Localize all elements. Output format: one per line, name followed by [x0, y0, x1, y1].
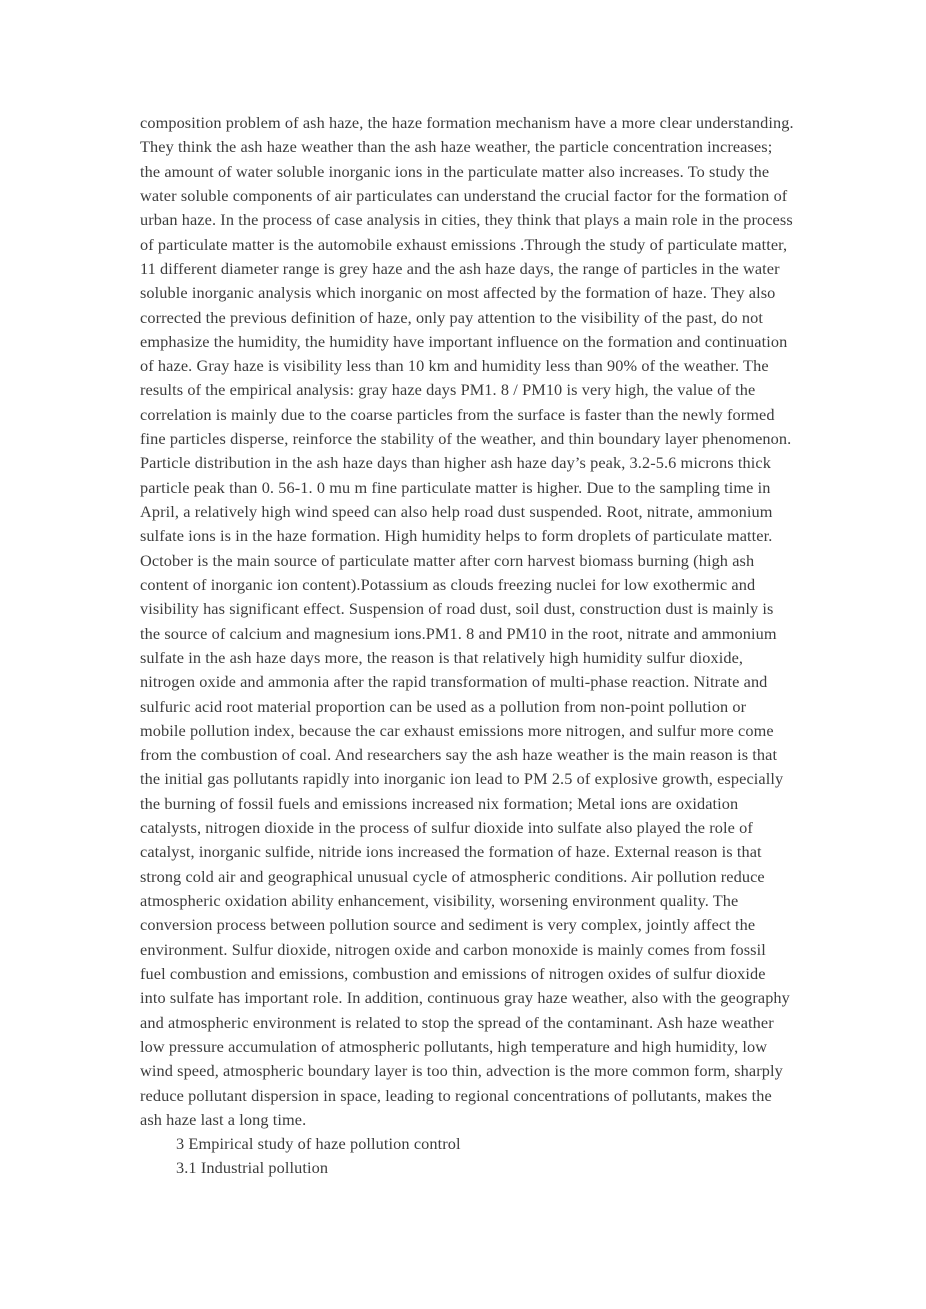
paragraph-text-line: emphasize the humidity, the humidity have important influence on the formation and continuation [140, 331, 788, 351]
paragraph-text-line: visibility has significant effect. Suspension of road dust, soil dust, construction dust is mainly is [140, 599, 774, 619]
paragraph-text-line: content of inorganic ion content).Potassium as clouds freezing nuclei for low exothermic and [140, 574, 756, 594]
paragraph-text-line: soluble inorganic analysis which inorganic on most affected by the formation of haze. They also [140, 283, 776, 303]
paragraph-text-line: sulfate in the ash haze days more, the reason is that relatively high humidity sulfur dioxide, [140, 647, 744, 667]
paragraph-text-line: the source of calcium and magnesium ions.PM1. 8 and PM10 in the root, nitrate and ammonium [140, 623, 777, 643]
paragraph-text-line: into sulfate has important role. In addition, continuous gray haze weather, also with the geography [140, 988, 790, 1008]
paragraph-text-line: ash haze last a long time. [140, 1109, 307, 1129]
paragraph-text-line: sulfate ions is in the haze formation. High humidity helps to form droplets of particulate matter. [140, 526, 773, 546]
paragraph-text-line: and atmospheric environment is related to stop the spread of the contaminant. Ash haze weather [140, 1012, 774, 1032]
section-heading: 3 Empirical study of haze pollution control [176, 1134, 461, 1154]
paragraph-text-line: nitrogen oxide and ammonia after the rapid transformation of multi-phase reaction. Nitrate and [140, 672, 768, 692]
paragraph-text-line: sulfuric acid root material proportion can be used as a pollution from non-point pollution or [140, 696, 747, 716]
paragraph-text-line: of haze. Gray haze is visibility less than 10 km and humidity less than 90% of the weather. The [140, 356, 769, 376]
paragraph-haze-mechanism [140, 111, 800, 1132]
paragraph-text-line: catalysts, nitrogen dioxide in the process of sulfur dioxide into sulfate also played the role of [140, 818, 753, 838]
paragraph-text-line: reduce pollutant dispersion in space, leading to regional concentrations of pollutants, makes the [140, 1085, 772, 1105]
paragraph-text-line: composition problem of ash haze, the haze formation mechanism have a more clear understanding. [140, 113, 794, 132]
paragraph-text-line: mobile pollution index, because the car exhaust emissions more nitrogen, and sulfur more come [140, 720, 774, 740]
paragraph-text-line: They think the ash haze weather than the ash haze weather, the particle concentration increases; [140, 137, 773, 157]
paragraph-text-line: atmospheric oxidation ability enhancement, visibility, worsening environment quality. The [140, 891, 739, 910]
paragraph-text-line: urban haze. In the process of case analysis in cities, they think that plays a main role in the process [140, 210, 793, 230]
paragraph-text-line: fuel combustion and emissions, combustion and emissions of nitrogen oxides of sulfur dioxide [140, 963, 766, 983]
paragraph-text-line: October is the main source of particulate matter after corn harvest biomass burning (high ash [140, 550, 755, 570]
paragraph-text-line: conversion process between pollution source and sediment is very complex, jointly affect the [140, 915, 756, 935]
section-heading: 3.1 Industrial pollution [176, 1158, 329, 1178]
paragraph-text-line: environment. Sulfur dioxide, nitrogen oxide and carbon monoxide is mainly comes from fossil [140, 939, 766, 959]
body-text [140, 111, 800, 1181]
paragraph-text-line: low pressure accumulation of atmospheric pollutants, high temperature and high humidity, low [140, 1036, 768, 1056]
paragraph-text-line: corrected the previous definition of haze, only pay attention to the visibility of the past, do not [140, 307, 764, 327]
paragraph-text-line: Particle distribution in the ash haze days than higher ash haze day’s peak, 3.2-5.6 microns thick [140, 453, 771, 473]
paragraph-text-line: the burning of fossil fuels and emissions increased nix formation; Metal ions are oxidation [140, 793, 739, 813]
paragraph-text-line: from the combustion of coal. And researchers say the ash haze weather is the main reason is that [140, 745, 778, 765]
paragraph-text-line: strong cold air and geographical unusual cycle of atmospheric conditions. Air pollution reduce [140, 866, 765, 886]
paragraph-text-line: correlation is mainly due to the coarse particles from the surface is faster than the newly formed [140, 404, 775, 424]
paragraph-text-line: wind speed, atmospheric boundary layer is too thin, advection is the more common form, sharply [140, 1061, 783, 1081]
paragraph-text-line: April, a relatively high wind speed can also help road dust suspended. Root, nitrate, ammonium [140, 502, 773, 521]
paragraph-text-line: results of the empirical analysis: gray haze days PM1. 8 / PM10 is very high, the value of the [140, 380, 756, 400]
paragraph-text-line: catalyst, inorganic sulfide, nitride ions increased the formation of haze. External reason is that [140, 842, 762, 862]
paragraph-text-line: water soluble components of air particulates can understand the crucial factor for the formation of [140, 185, 788, 205]
paragraph-text-line: the amount of water soluble inorganic ions in the particulate matter also increases. To study the [140, 161, 770, 181]
paragraph-text-line: fine particles disperse, reinforce the stability of the weather, and thin boundary layer phenomenon. [140, 429, 792, 449]
paragraph-text-line: 11 different diameter range is grey haze and the ash haze days, the range of particles in the water [140, 258, 780, 278]
paragraph-text-line: particle peak than 0. 56-1. 0 mu m fine particulate matter is higher. Due to the sampling time in [140, 477, 771, 497]
section-headings [140, 1132, 800, 1181]
paragraph-text-line: of particulate matter is the automobile exhaust emissions .Through the study of particulate matter, [140, 234, 788, 254]
paragraph-text-line: the initial gas pollutants rapidly into inorganic ion lead to PM 2.5 of explosive growth, especially [140, 769, 784, 789]
